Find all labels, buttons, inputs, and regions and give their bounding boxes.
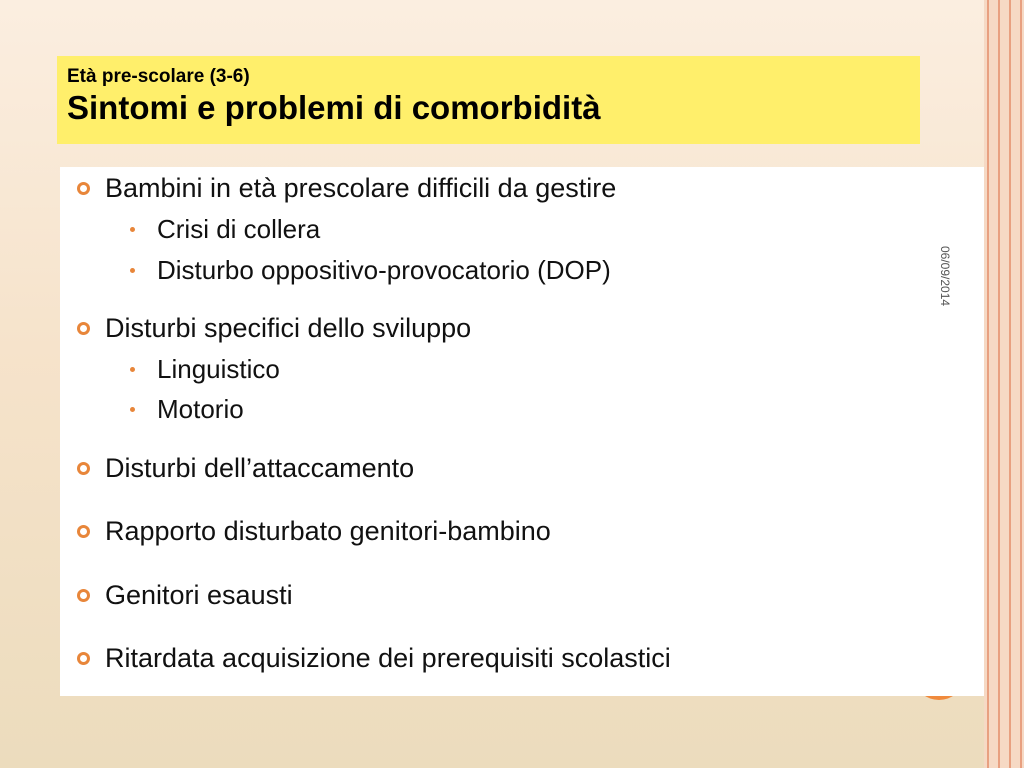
bullet-text: Disturbi specifici dello sviluppo bbox=[105, 313, 472, 343]
bullet-text: Genitori esausti bbox=[105, 580, 293, 610]
slide-subtitle: Età pre-scolare (3-6) bbox=[67, 66, 250, 87]
title-box bbox=[57, 56, 920, 144]
decorative-stripes bbox=[984, 0, 1024, 768]
sub-bullet-icon bbox=[130, 227, 135, 232]
sub-bullet-icon bbox=[130, 268, 135, 273]
bullet-icon bbox=[77, 652, 90, 665]
bullet-text: Rapporto disturbato genitori-bambino bbox=[105, 516, 551, 546]
sub-bullet-icon bbox=[130, 407, 135, 412]
bullet-icon bbox=[77, 525, 90, 538]
stripe-line bbox=[987, 0, 989, 768]
stripe-line bbox=[1009, 0, 1011, 768]
stripe-line bbox=[998, 0, 1000, 768]
bullet-icon bbox=[77, 182, 90, 195]
stripe-line bbox=[1020, 0, 1022, 768]
sub-bullet-text: Linguistico bbox=[157, 354, 280, 384]
sub-bullet-text: Motorio bbox=[157, 394, 244, 424]
bullet-text: Bambini in età prescolare difficili da gestire bbox=[105, 173, 617, 203]
slide-date: 06/09/2014 bbox=[938, 246, 952, 307]
bullet-icon bbox=[77, 589, 90, 602]
sub-bullet-icon bbox=[130, 367, 135, 372]
bullet-text: Ritardata acquisizione dei prerequisiti scolastici bbox=[105, 643, 671, 673]
sub-bullet-text: Disturbo oppositivo-provocatorio (DOP) bbox=[157, 255, 611, 285]
sub-bullet-text: Crisi di collera bbox=[157, 214, 321, 244]
bullet-icon bbox=[77, 462, 90, 475]
content-box bbox=[60, 167, 984, 696]
slide-title: Sintomi e problemi di comorbidità bbox=[67, 89, 601, 126]
bullet-text: Disturbi dell’attaccamento bbox=[105, 453, 415, 483]
bullet-icon bbox=[77, 322, 90, 335]
